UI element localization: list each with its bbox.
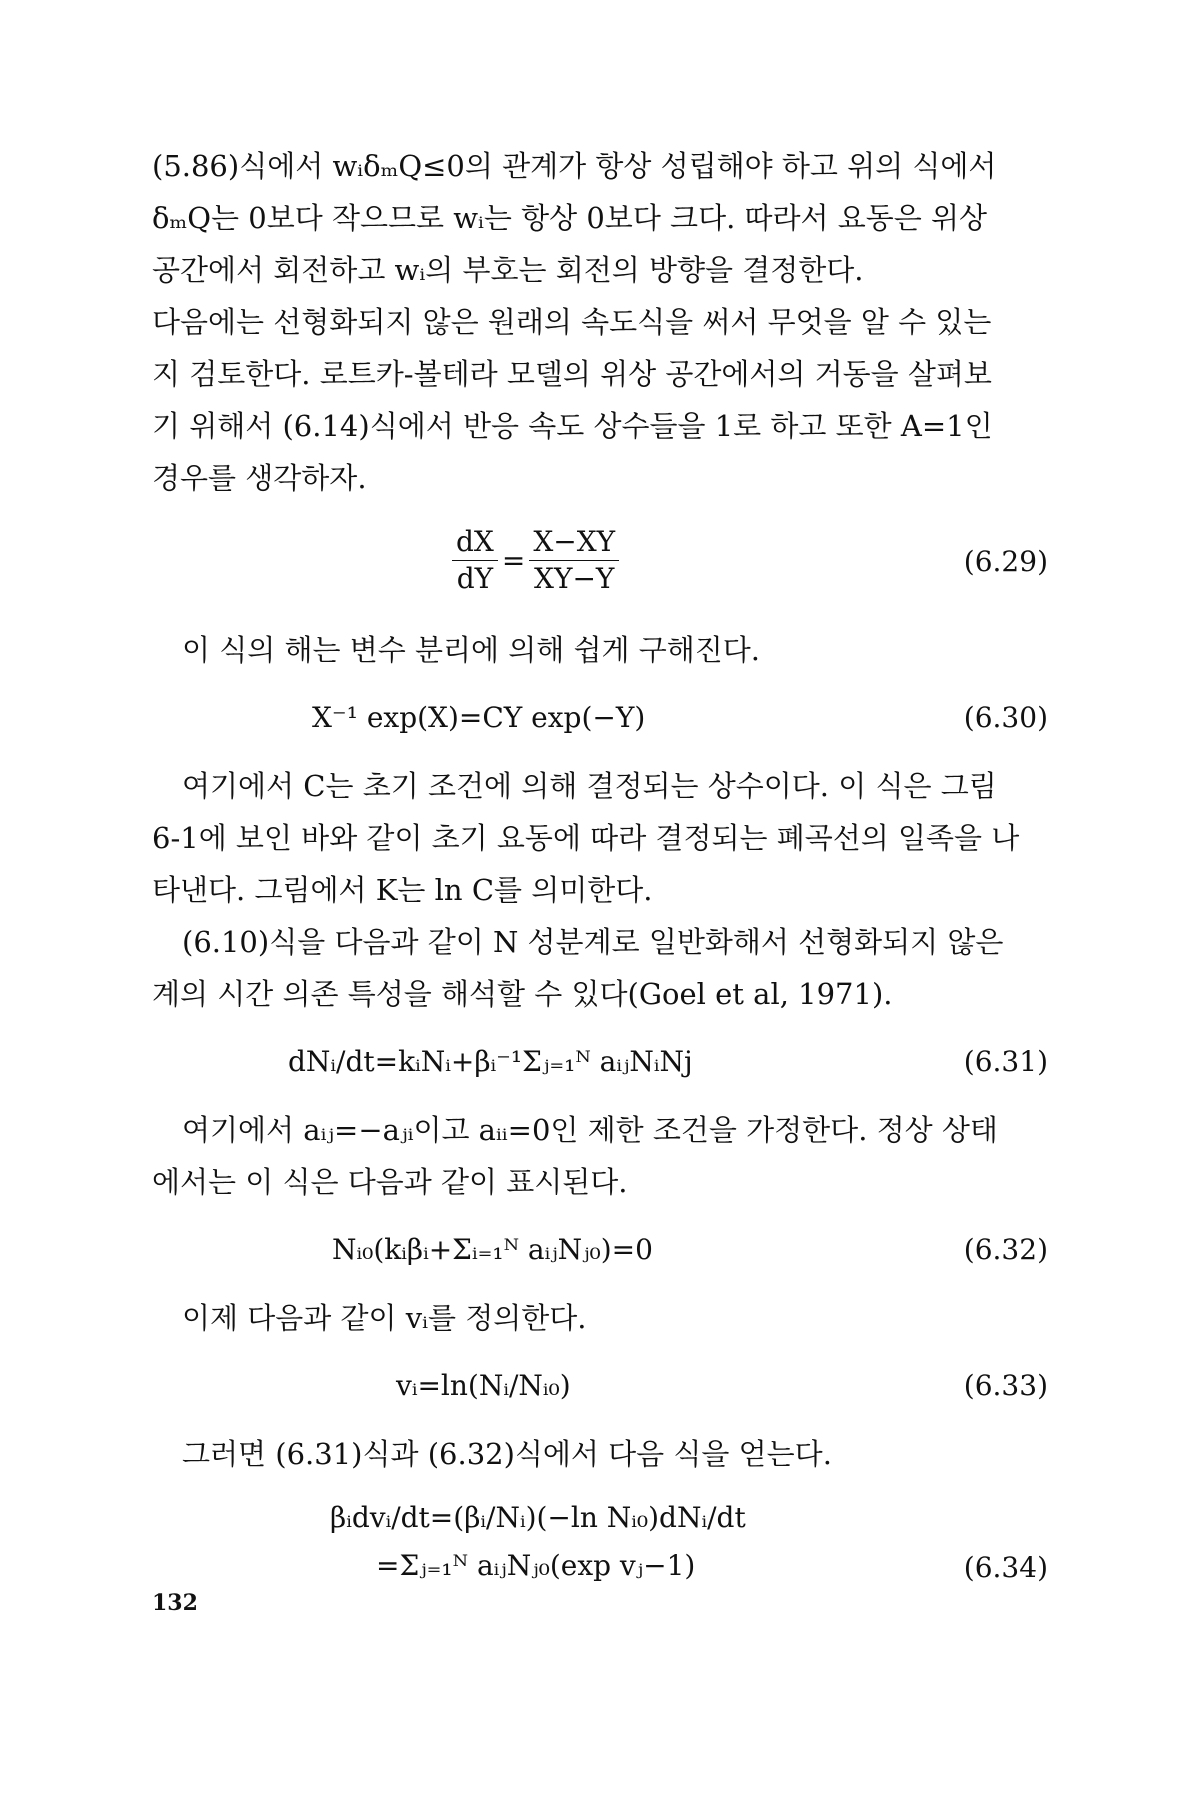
text-line: 그러면 (6.31)식과 (6.32)식에서 다음 식을 얻는다. bbox=[182, 1437, 832, 1471]
text-line: 타낸다. 그림에서 K는 ln C를 의미한다. bbox=[152, 873, 653, 907]
rhs-fraction bbox=[529, 524, 619, 597]
text-line: 여기에서 aᵢⱼ=−aⱼᵢ이고 aᵢᵢ=0인 제한 조건을 가정한다. 정상 상태 bbox=[182, 1113, 998, 1147]
equation-body: vᵢ=ln(Nᵢ/Nᵢ₀) bbox=[396, 1369, 571, 1402]
equation-number: (6.34) bbox=[963, 1551, 1048, 1584]
equation-6-29 bbox=[152, 518, 1048, 610]
lhs-denominator: dY bbox=[456, 562, 494, 595]
text-line: 공간에서 회전하고 wᵢ의 부호는 회전의 방향을 결정한다. bbox=[152, 253, 864, 287]
equation-body: Nᵢ₀(kᵢβᵢ+Σᵢ₌₁ᴺ aᵢⱼNⱼ₀)=0 bbox=[332, 1233, 653, 1266]
text-line: 지 검토한다. 로트카-볼테라 모델의 위상 공간에서의 거동을 살펴보 bbox=[152, 357, 992, 391]
equation-6-32 bbox=[152, 1222, 1048, 1278]
equation-number: (6.32) bbox=[963, 1233, 1048, 1266]
equation-number: (6.31) bbox=[963, 1045, 1048, 1078]
paragraph-8 bbox=[152, 1428, 1048, 1480]
text-line: δₘQ는 0보다 작으므로 wᵢ는 항상 0보다 크다. 따라서 요동은 위상 bbox=[152, 201, 988, 235]
paragraph-2 bbox=[152, 296, 1048, 504]
lhs-fraction bbox=[452, 524, 498, 597]
text-line: 이 식의 해는 변수 분리에 의해 쉽게 구해진다. bbox=[182, 633, 760, 667]
paragraph-6 bbox=[152, 1104, 1048, 1208]
text-line: (5.86)식에서 wᵢδₘQ≤0의 관계가 항상 성립해야 하고 위의 식에서 bbox=[152, 149, 997, 183]
paragraph-7 bbox=[152, 1292, 1048, 1344]
equation-6-34 bbox=[152, 1494, 1048, 1594]
paragraph-3 bbox=[152, 624, 1048, 676]
paragraph-4 bbox=[152, 760, 1048, 916]
equals-sign: = bbox=[501, 544, 526, 577]
equation-6-33 bbox=[152, 1358, 1048, 1414]
text-line: 여기에서 C는 초기 조건에 의해 결정되는 상수이다. 이 식은 그림 bbox=[182, 769, 997, 803]
text-line: 다음에는 선형화되지 않은 원래의 속도식을 써서 무엇을 알 수 있는 bbox=[152, 305, 992, 339]
rhs-denominator: XY−Y bbox=[534, 562, 615, 595]
equation-body: X⁻¹ exp(X)=CY exp(−Y) bbox=[312, 701, 646, 734]
paragraph-1 bbox=[152, 140, 1048, 296]
page-number: 132 bbox=[152, 1590, 198, 1616]
equation-6-31 bbox=[152, 1034, 1048, 1090]
text-line: (6.10)식을 다음과 같이 N 성분계로 일반화해서 선형화되지 않은 bbox=[182, 925, 1004, 959]
text-line: 기 위해서 (6.14)식에서 반응 속도 상수들을 1로 하고 또한 A=1인 bbox=[152, 409, 993, 443]
equation-line-2: =Σⱼ₌₁ᴺ aᵢⱼNⱼ₀(exp vⱼ−1) bbox=[376, 1549, 696, 1582]
equation-number: (6.33) bbox=[963, 1369, 1048, 1402]
text-line: 계의 시간 의존 특성을 해석할 수 있다(Goel et al, 1971). bbox=[152, 977, 893, 1011]
text-line: 6-1에 보인 바와 같이 초기 요동에 따라 결정되는 폐곡선의 일족을 나 bbox=[152, 821, 1020, 855]
text-line: 경우를 생각하자. bbox=[152, 461, 367, 495]
page-body bbox=[152, 140, 1048, 1594]
text-line: 에서는 이 식은 다음과 같이 표시된다. bbox=[152, 1165, 628, 1199]
equation-line-1: βᵢdvᵢ/dt=(βᵢ/Nᵢ)(−ln Nᵢ₀)dNᵢ/dt bbox=[330, 1501, 746, 1534]
lhs-numerator: dX bbox=[452, 524, 498, 561]
text-line: 이제 다음과 같이 vᵢ를 정의한다. bbox=[182, 1301, 587, 1335]
equation-body: dNᵢ/dt=kᵢNᵢ+βᵢ⁻¹Σⱼ₌₁ᴺ aᵢⱼNᵢNj bbox=[288, 1045, 693, 1078]
equation-number: (6.30) bbox=[963, 701, 1048, 734]
fraction-expression bbox=[452, 524, 619, 597]
paragraph-5 bbox=[152, 916, 1048, 1020]
rhs-numerator: X−XY bbox=[529, 524, 619, 561]
equation-6-30 bbox=[152, 690, 1048, 746]
equation-number: (6.29) bbox=[963, 545, 1048, 578]
